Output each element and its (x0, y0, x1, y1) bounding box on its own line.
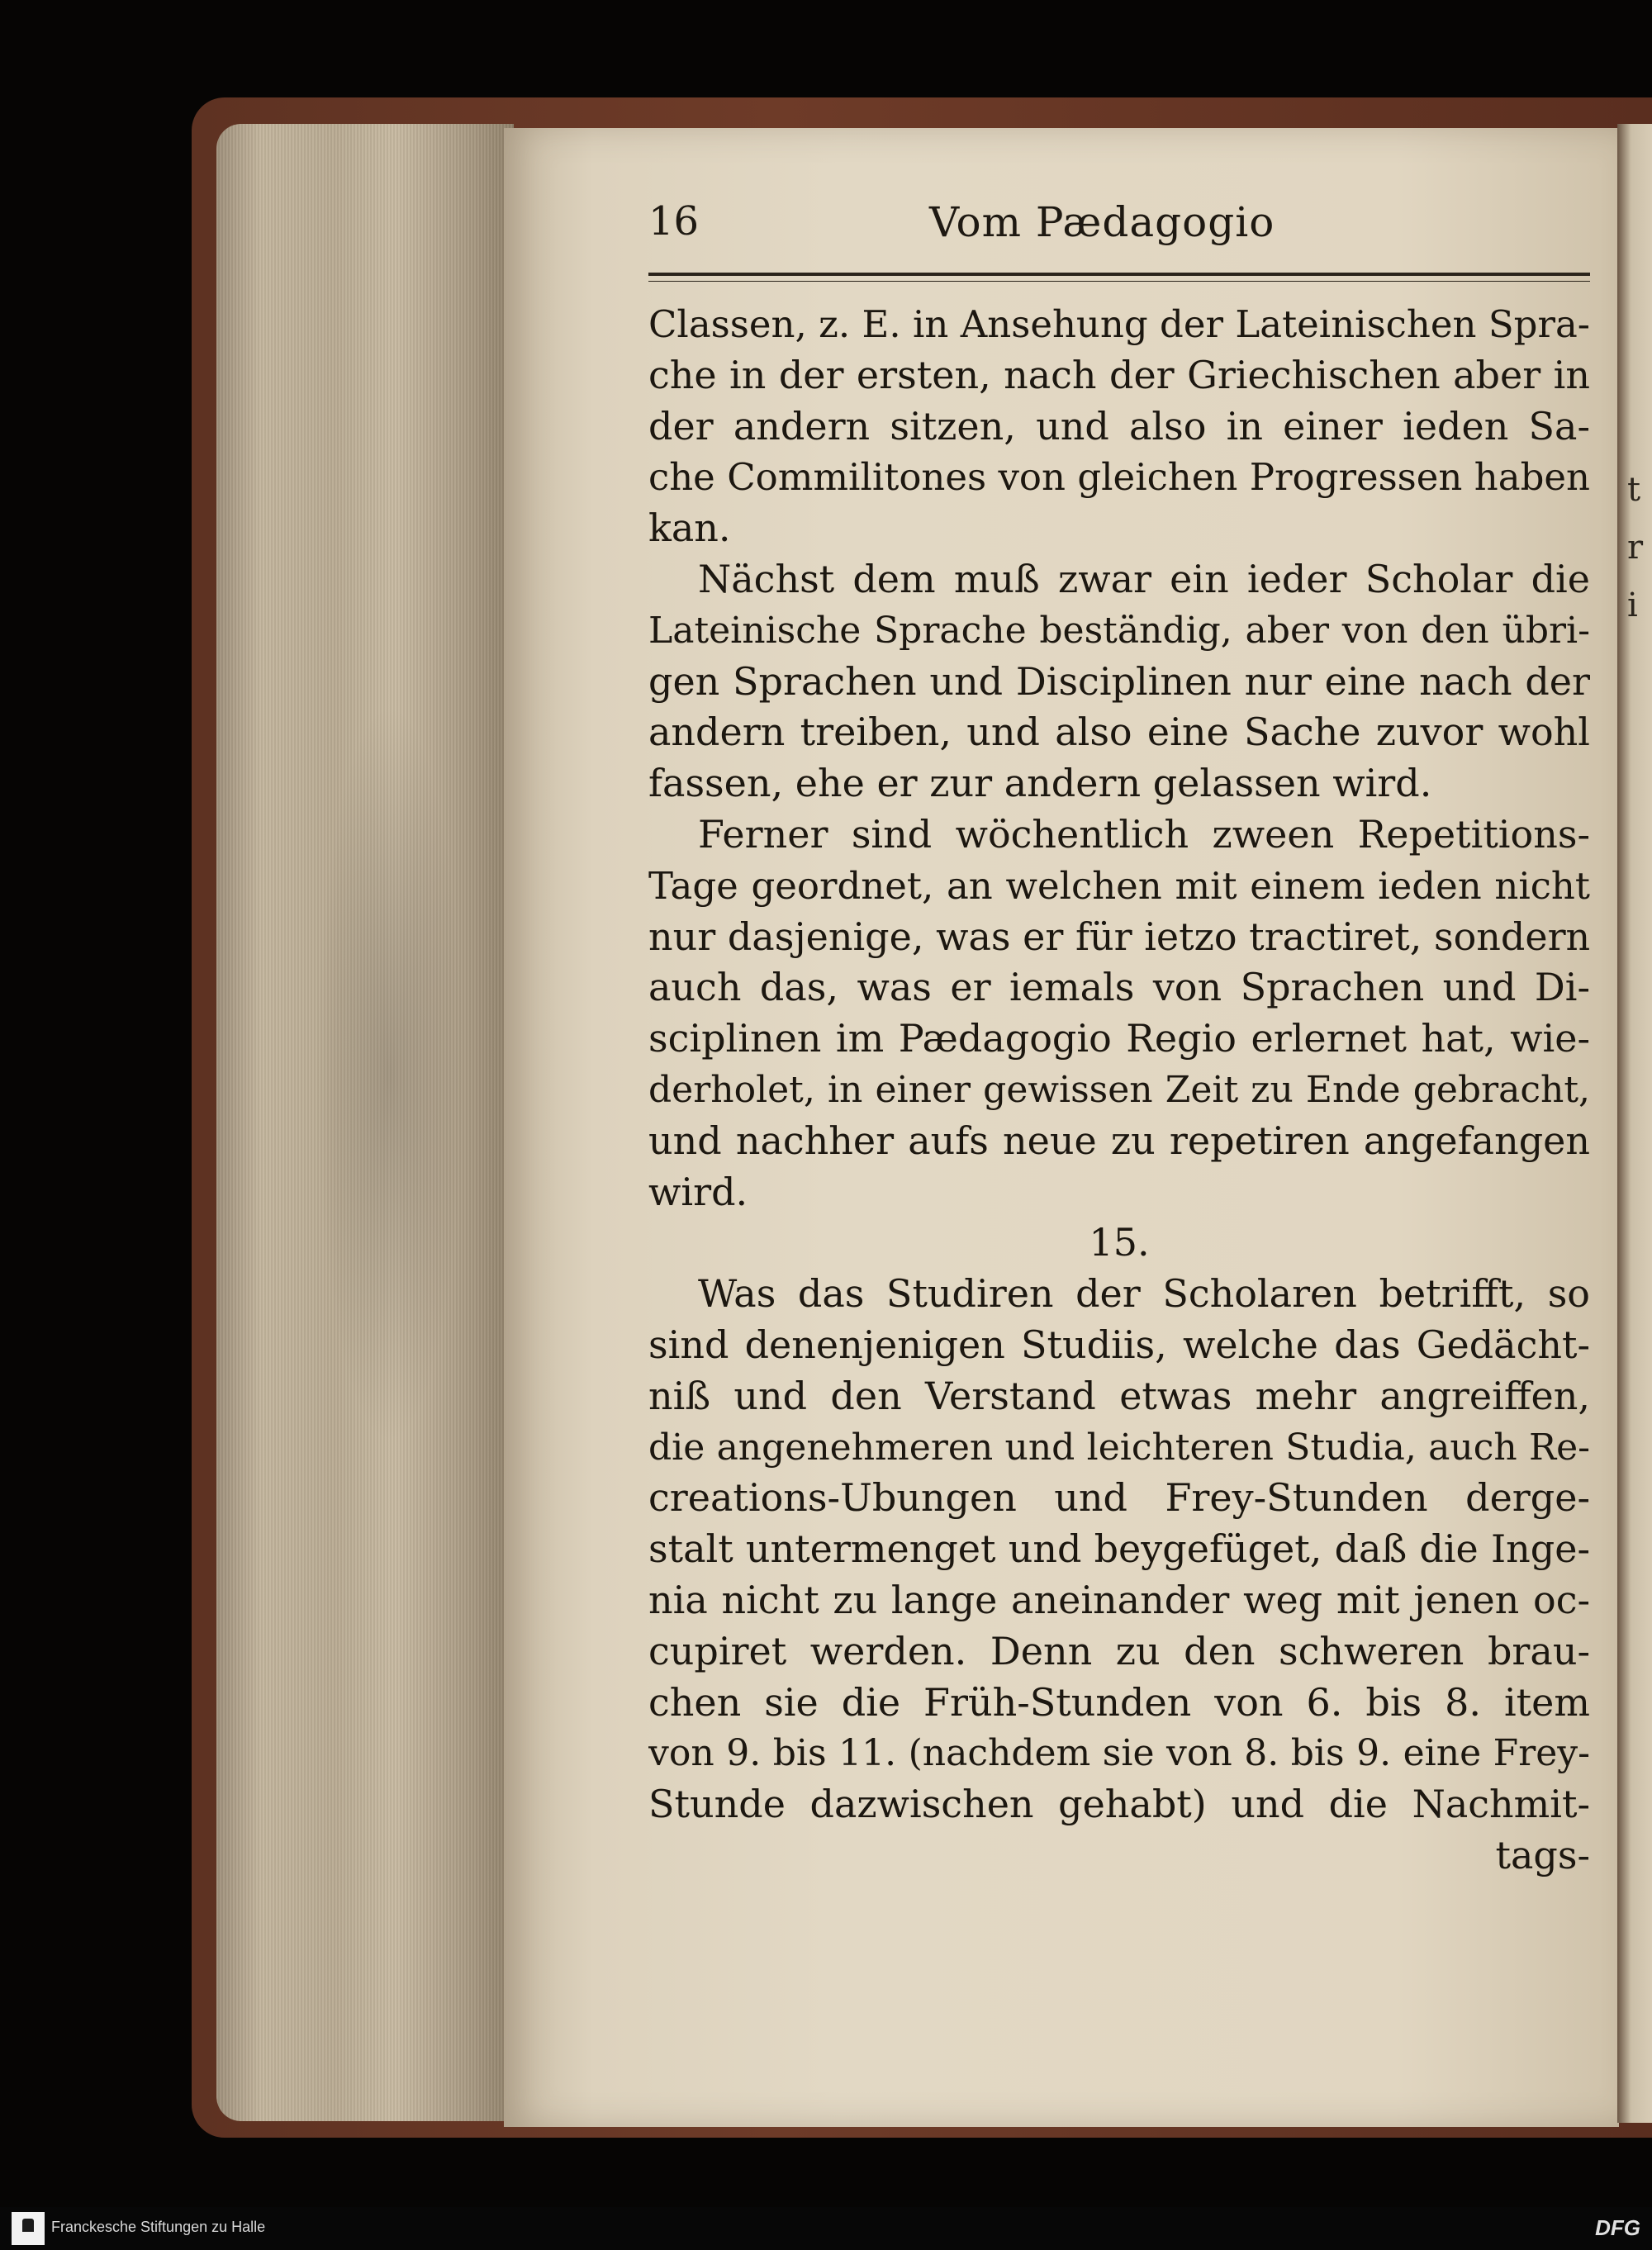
text-line: chen sie die Früh-Stunden von 6. bis 8. item (648, 1679, 1590, 1725)
text-line: che in der ersten, nach der Griechischen aber in (648, 352, 1590, 397)
section-number: 15. (1089, 1220, 1150, 1265)
page-number: 16 (648, 198, 700, 244)
text-line: Was das Studiren der Scholaren betrifft, so (698, 1271, 1590, 1317)
head-rule (648, 273, 1590, 276)
text-line: und nachher aufs neue zu repetiren angefangen (648, 1118, 1590, 1163)
page-edge-stack (216, 124, 514, 2121)
text-line: nur dasjenige, was er für ietzo tractiret, sondern (648, 914, 1590, 959)
text-line: die angenehmeren und leichteren Studia, auch Re- (648, 1426, 1590, 1469)
text-line: che Commilitones von gleichen Progressen haben (648, 455, 1590, 500)
text-line: Nächst dem muß zwar ein ieder Scholar die (698, 556, 1590, 601)
text-line: nia nicht zu lange aneinander weg mit jenen oc- (648, 1577, 1590, 1622)
next-page-char: t (1627, 471, 1641, 509)
text-line: kan. (648, 506, 731, 551)
institution-name: Franckesche Stiftungen zu Halle (51, 2219, 266, 2235)
head-rule-thin (648, 281, 1590, 282)
text-line: creations-Ubungen und Frey-Stunden derge- (648, 1475, 1590, 1521)
viewer-footer (0, 2207, 1652, 2250)
running-head (648, 198, 1598, 264)
text-line: von 9. bis 11. (nachdem sie von 8. bis 9. eine Frey- (648, 1732, 1590, 1775)
text-line: gen Sprachen und Disciplinen nur eine nach der (648, 658, 1590, 704)
text-line: andern treiben, und also eine Sache zuvor wohl (648, 710, 1590, 755)
text-line: auch das, was er iemals von Sprachen und Di- (648, 965, 1590, 1010)
text-line: fassen, ehe er zur andern gelassen wird. (648, 761, 1432, 806)
catchword: tags- (1495, 1832, 1590, 1877)
next-page-char: r (1627, 529, 1644, 567)
institution-logo-icon (12, 2212, 45, 2245)
dfg-badge: DFG (1595, 2215, 1640, 2240)
text-line: niß und den Verstand etwas mehr angreiffen, (648, 1373, 1590, 1418)
next-page-edge (1617, 124, 1652, 2123)
text-line: Ferner sind wöchentlich zween Repetitions- (698, 811, 1590, 857)
text-line: sciplinen im Pædagogio Regio erlernet hat, wie- (648, 1016, 1590, 1061)
next-page-char: i (1627, 586, 1638, 624)
text-line: Lateinische Sprache beständig, aber von den übri- (648, 609, 1590, 652)
text-line: Classen, z. E. in Ansehung der Lateinischen Spra- (648, 302, 1590, 346)
text-line: cupiret werden. Denn zu den schweren brau- (648, 1628, 1590, 1673)
text-line: stalt untermenget und beygefüget, daß die Inge- (648, 1526, 1590, 1572)
text-line: sind denenjenigen Studiis, welche das Gedächt- (648, 1322, 1590, 1367)
text-line: der andern sitzen, und also in einer ieden Sa- (648, 403, 1590, 449)
text-line: Tage geordnet, an welchen mit einem ieden nicht (648, 863, 1590, 908)
text-line: wird. (648, 1169, 748, 1214)
text-line: Stunde dazwischen gehabt) und die Nachmit- (648, 1782, 1590, 1827)
body-text (648, 299, 1590, 1882)
running-head-title: Vom Pædagogio (929, 198, 1275, 246)
text-line: derholet, in einer gewissen Zeit zu Ende gebracht, (648, 1068, 1590, 1111)
